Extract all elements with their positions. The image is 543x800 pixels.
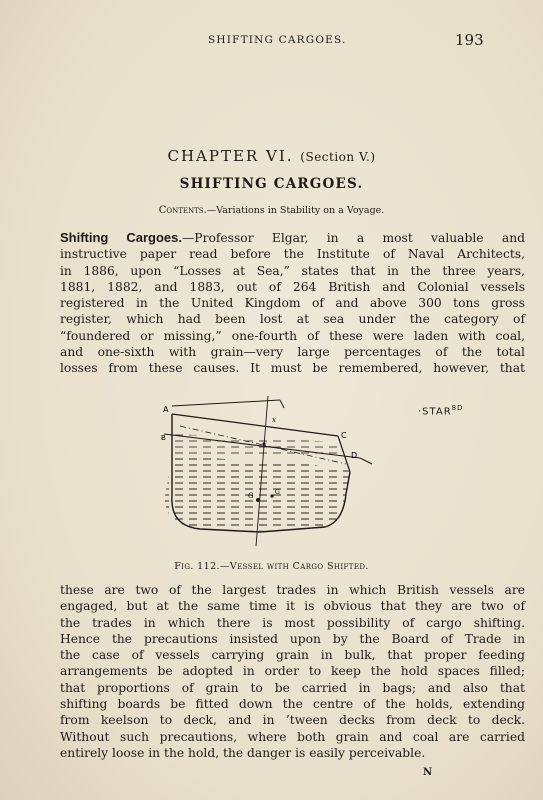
label-c: C	[341, 431, 347, 440]
paragraph-line: arrangements be adopted in order to keep the hold spaces filled;	[60, 664, 525, 679]
paragraph-line: in 1886, upon “Losses at Sea,” states that in the three years,	[60, 263, 525, 278]
figure-star-label: $\cdot STAR^{8D}$	[418, 404, 464, 418]
page-number: 193	[455, 31, 484, 49]
paragraph-line: instructive paper read before the Institute of Naval Architects,	[60, 247, 525, 262]
running-head: SHIFTING CARGOES.	[208, 34, 347, 46]
label-g1: G	[275, 489, 280, 496]
vessel-diagram	[160, 396, 420, 546]
label-a: A	[163, 405, 169, 414]
contents-label: Contents.	[158, 205, 207, 216]
paragraph-line: from keelson to deck, and in ’tween decks from deck to deck.	[60, 713, 525, 728]
paragraph-line: Without such precautions, where both grain and coal are carried	[60, 729, 525, 744]
section-heading: SHIFTING CARGOES.	[179, 176, 364, 192]
paragraph-2	[60, 582, 525, 761]
chapter-title	[0, 147, 543, 165]
paragraph-line: entirely loose in the hold, the danger is easily perceivable.	[60, 745, 426, 760]
paragraph-line: registered in the United Kingdom of and above 300 tons gross	[60, 296, 525, 311]
deck-line	[172, 414, 338, 436]
paragraph-line: losses from these causes. It must be remembered, however, that	[60, 361, 525, 376]
chapter-number: CHAPTER VI.	[167, 147, 294, 165]
figure-caption: Fig. 112.—Vessel with Cargo Shifted.	[174, 561, 369, 572]
label-g: G	[248, 492, 254, 500]
paragraph-line: 1881, 1882, and 1883, out of 264 British and Colonial vessels	[60, 279, 525, 294]
paragraph-line: engaged, but at the same time it is obvious that they are two of	[60, 599, 525, 614]
contents-text: —Variations in Stability on a Voyage.	[206, 205, 385, 216]
label-x: x	[272, 416, 276, 424]
paragraph-line: and one-sixth with grain—very large percentages of the total	[60, 345, 525, 360]
gravity-point	[256, 498, 260, 502]
paragraph-line: Hence the precautions insisted upon by the Board of Trade in	[60, 631, 525, 646]
label-b: B	[161, 434, 166, 442]
contents-line	[0, 205, 543, 216]
paragraph-line: these are two of the largest trades in which British vessels are	[60, 583, 525, 597]
paragraph-line: that proportions of grain to be carried in bags; and also that	[60, 680, 525, 695]
paragraph-line: register, which had been lost at sea under the category of	[60, 312, 525, 327]
label-d: D	[351, 451, 358, 460]
paragraph-line: the trades in which there is most possibility of cargo shifting.	[60, 615, 525, 630]
paragraph-lead: Shifting Cargoes.	[60, 230, 182, 245]
paragraph-line: “foundered or missing,” one-fourth of these were laden with coal,	[60, 328, 525, 343]
paragraph-line: Shifting Cargoes.—Professor Elgar, in a most valuable and	[60, 230, 525, 245]
paragraph-line: shifting boards be fitted down the centre of the holds, extending	[60, 697, 525, 712]
signature-mark: N	[423, 767, 433, 778]
paragraph-line: the case of vessels carrying grain in bulk, that proper feeding	[60, 648, 525, 663]
paragraph-1	[60, 230, 525, 377]
chapter-section: (Section V.)	[300, 150, 376, 164]
